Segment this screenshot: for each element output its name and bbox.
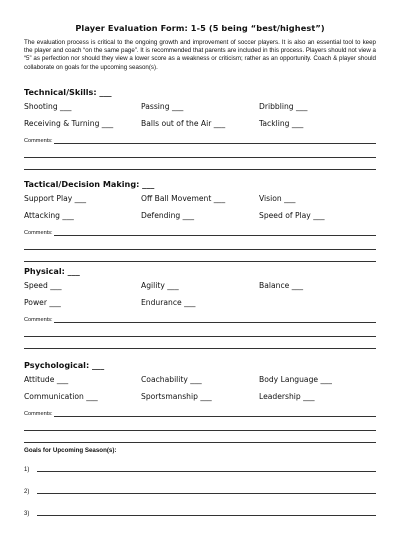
goal-line[interactable]: [24, 475, 376, 497]
skill-row: [24, 117, 376, 134]
skill-rating-field[interactable]: Body Language ___: [259, 375, 332, 384]
comments-label: Comments:: [24, 230, 53, 236]
skill-rating-field[interactable]: Tackling ___: [259, 119, 304, 128]
skill-rating-field[interactable]: Coachability ___: [141, 375, 202, 384]
section-title: Tactical/Decision Making: ___: [24, 179, 155, 189]
comments-extra-line[interactable]: [24, 158, 376, 170]
section-title: Physical: ___: [24, 266, 80, 276]
skill-rating-field[interactable]: Passing ___: [141, 102, 184, 111]
skill-rating-field[interactable]: Sportsmanship ___: [141, 392, 212, 401]
comments-line[interactable]: [24, 134, 376, 146]
comments-underline: [54, 142, 376, 144]
skill-rating-field[interactable]: Power ___: [24, 298, 61, 307]
skill-rating-field[interactable]: Balance ___: [259, 281, 304, 290]
intro-paragraph: The evaluation process is critical to the ongoing growth and improvement of soccer players. It is also an essential tool to keep the player and coach “on the same page”. It is recommended that parents are included in this process. Players should not view a “5” as perfection nor should they view a lower score as a weakness or criticism; rather as an opportunity. Coach & player should collaborate on goals for the upcoming season(s).: [24, 39, 376, 71]
comments-line[interactable]: [24, 226, 376, 238]
comments-extra-line[interactable]: [24, 146, 376, 158]
skill-rating-field[interactable]: Receiving & Turning ___: [24, 119, 114, 128]
goal-underline: [37, 492, 376, 494]
goal-underline: [37, 514, 376, 516]
section-psychological: [24, 359, 376, 443]
comments-label: Comments:: [24, 138, 53, 144]
skill-rating-field[interactable]: Leadership ___: [259, 392, 315, 401]
goal-number: 2): [24, 489, 30, 495]
skill-rating-field[interactable]: Balls out of the Air ___: [141, 119, 226, 128]
goal-line[interactable]: [24, 460, 376, 475]
skill-row: [24, 373, 376, 390]
comments-label: Comments:: [24, 411, 53, 417]
goal-number: 1): [24, 467, 30, 473]
section-title: Psychological: ___: [24, 360, 105, 370]
comments-extra-line[interactable]: [24, 337, 376, 349]
skill-row: [24, 100, 376, 117]
goal-line[interactable]: [24, 497, 376, 519]
comments-extra-line[interactable]: [24, 238, 376, 250]
skill-rating-field[interactable]: Communication ___: [24, 392, 98, 401]
section-title: Technical/Skills: ___: [24, 87, 112, 97]
section-tactical: [24, 178, 376, 262]
comments-extra-line[interactable]: [24, 250, 376, 262]
skill-rating-field[interactable]: Vision ___: [259, 194, 296, 203]
comments-extra-line[interactable]: [24, 431, 376, 443]
skill-rating-field[interactable]: Agility ___: [141, 281, 179, 290]
skill-rating-field[interactable]: Shooting ___: [24, 102, 72, 111]
skill-rating-field[interactable]: Endurance ___: [141, 298, 196, 307]
skill-rating-field[interactable]: Dribbling ___: [259, 102, 308, 111]
section-technical: [24, 86, 376, 170]
skill-rating-field[interactable]: Speed ___: [24, 281, 62, 290]
comments-line[interactable]: [24, 407, 376, 419]
comments-underline: [54, 415, 376, 417]
comments-extra-line[interactable]: [24, 325, 376, 337]
form-title: Player Evaluation Form: 1-5 (5 being “best/highest”): [75, 23, 325, 33]
skill-rating-field[interactable]: Support Play ___: [24, 194, 87, 203]
skill-rating-field[interactable]: Defending ___: [141, 211, 195, 220]
comments-underline: [54, 321, 376, 323]
goals-title: Goals for Upcoming Season(s):: [24, 447, 117, 454]
comments-label: Comments:: [24, 317, 53, 323]
skill-row: [24, 192, 376, 209]
skill-row: [24, 390, 376, 407]
skill-rating-field[interactable]: Speed of Play ___: [259, 211, 325, 220]
skill-row: [24, 296, 376, 313]
skill-rating-field[interactable]: Attacking ___: [24, 211, 74, 220]
skill-rating-field[interactable]: Attitude ___: [24, 375, 69, 384]
skill-row: [24, 209, 376, 226]
skill-rating-field[interactable]: Off Ball Movement ___: [141, 194, 226, 203]
comments-underline: [54, 234, 376, 236]
section-physical: [24, 265, 376, 349]
goal-number: 3): [24, 511, 30, 517]
comments-line[interactable]: [24, 313, 376, 325]
comments-extra-line[interactable]: [24, 419, 376, 431]
section-goals: [24, 446, 376, 519]
skill-row: [24, 279, 376, 296]
goal-underline: [37, 470, 376, 472]
